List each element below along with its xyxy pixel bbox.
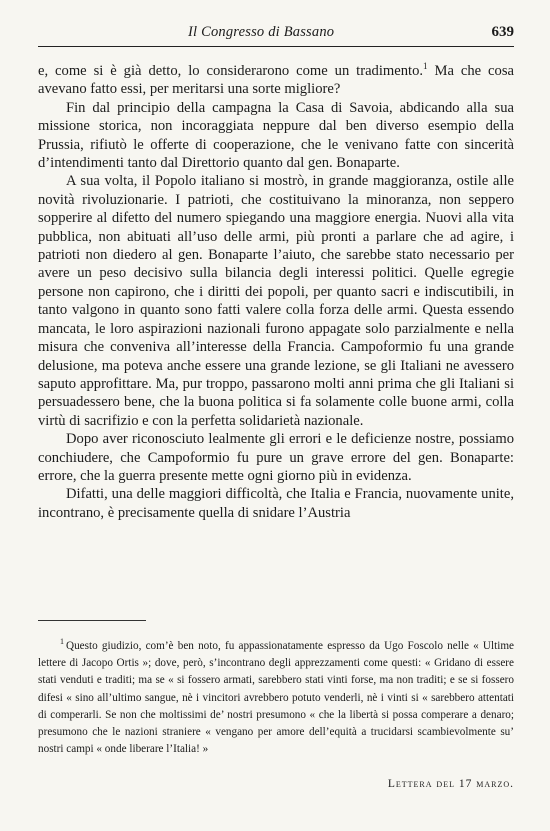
page-number: 639 xyxy=(491,24,514,40)
footnote-text: Questo giudizio, com’è ben noto, fu appassionatamente espresso da Ugo Foscolo nelle « Ultime lettere di Jacopo Ortis »; dove, però, s’incontrano degli apprezzamenti come questi: « Gridano di essere stati venduti e traditi; ma se « si fossero armati, sarebbero stati vinti forse, ma non traditi; e se si fossero difesi « sino all’ultimo sangue, nè i vincitori avrebbero potuto venderli, nè i vinti si « sarebbero attentati di comperarli. Se non che moltissimi de’ nostri presumono « che la libertà si possa comperare a denaro; presumono che le nazioni straniere « vengano per amore dell’equità a trucidarsi scambievolmente su’ nostri campi « onde liberare l’Italia! » xyxy=(38,640,514,756)
body-text xyxy=(38,62,514,522)
paragraph-1 xyxy=(38,62,514,99)
footnote-divider xyxy=(38,620,146,621)
paragraph-3: A sua volta, il Popolo italiano si mostrò, in grande maggioranza, ostile alle novità rivoluzionarie. I patrioti, che costituivano la minoranza, non seppero sopperire al difetto del numero spiegando una maggiore energia. Nuovi alla vita pubblica, non abituati all’uso delle armi, più pronti a parlare che ad agire, i patrioti non diedero al gen. Bonaparte l’aiuto, che sarebbe stato necessario per avere un peso decisivo sulla bilancia degli interessi politici. Quelle egregie persone non capirono, che i diritti dei popoli, per quanto sacri e indiscutibili, in tanto valgono in quanto sono fatti valere colla forza delle armi. Questa essendo mancata, le loro aspirazioni nazionali furono appagate solo parzialmente e nella misura che conveniva all’interesse della Francia. Campoformio fu una grande delusione, ma poteva anche essere una grande lezione, se gli Italiani ne avessero saputo approfittare. Ma, pur troppo, passarono molti anni prima che gli Italiani si persuadessero bene, che la buona politica si fa solamente colle buone armi, colla virtù di sacrifizio e con la perfetta solidarietà nazionale. xyxy=(38,173,514,429)
paragraph-1-text: e, come si è già detto, lo considerarono come un tradimento. xyxy=(38,63,424,79)
paragraph-5: Difatti, una delle maggiori difficoltà, che Italia e Francia, nuovamente unite, incontrano, è precisamente quella di snidare l’Austria xyxy=(38,486,514,521)
paragraph-2: Fin dal principio della campagna la Casa di Savoia, abdicando alla sua missione storica, non incoraggiata neppure dal ben diverso esempio della Prussia, rifiutò le offerte di cooperazione, che le venivano fatte con sincerità d’intendimenti tanto dal Direttorio quanto dal gen. Bonaparte. xyxy=(38,99,514,172)
footnote-mark: 1 xyxy=(60,637,64,647)
running-title: Il Congresso di Bassano xyxy=(188,24,335,40)
footnote-paragraph xyxy=(38,638,514,758)
paragraph-4: Dopo aver riconosciuto lealmente gli errori e le deficienze nostre, possiamo conchiudere, che Campoformio fu pure un grave errore del gen. Bonaparte: errore, che la guerra presente mette ogni giorno più in evidenza. xyxy=(38,431,514,484)
footnote-reference: 1 xyxy=(423,61,428,72)
page-header xyxy=(38,22,514,47)
footnote xyxy=(38,638,514,758)
paragraph-1-tail: Ma che cosa avevano fatto essi, per meritarsi una sorte migliore? xyxy=(38,63,514,98)
footnote-signature: Lettera del 17 marzo. xyxy=(387,778,514,790)
